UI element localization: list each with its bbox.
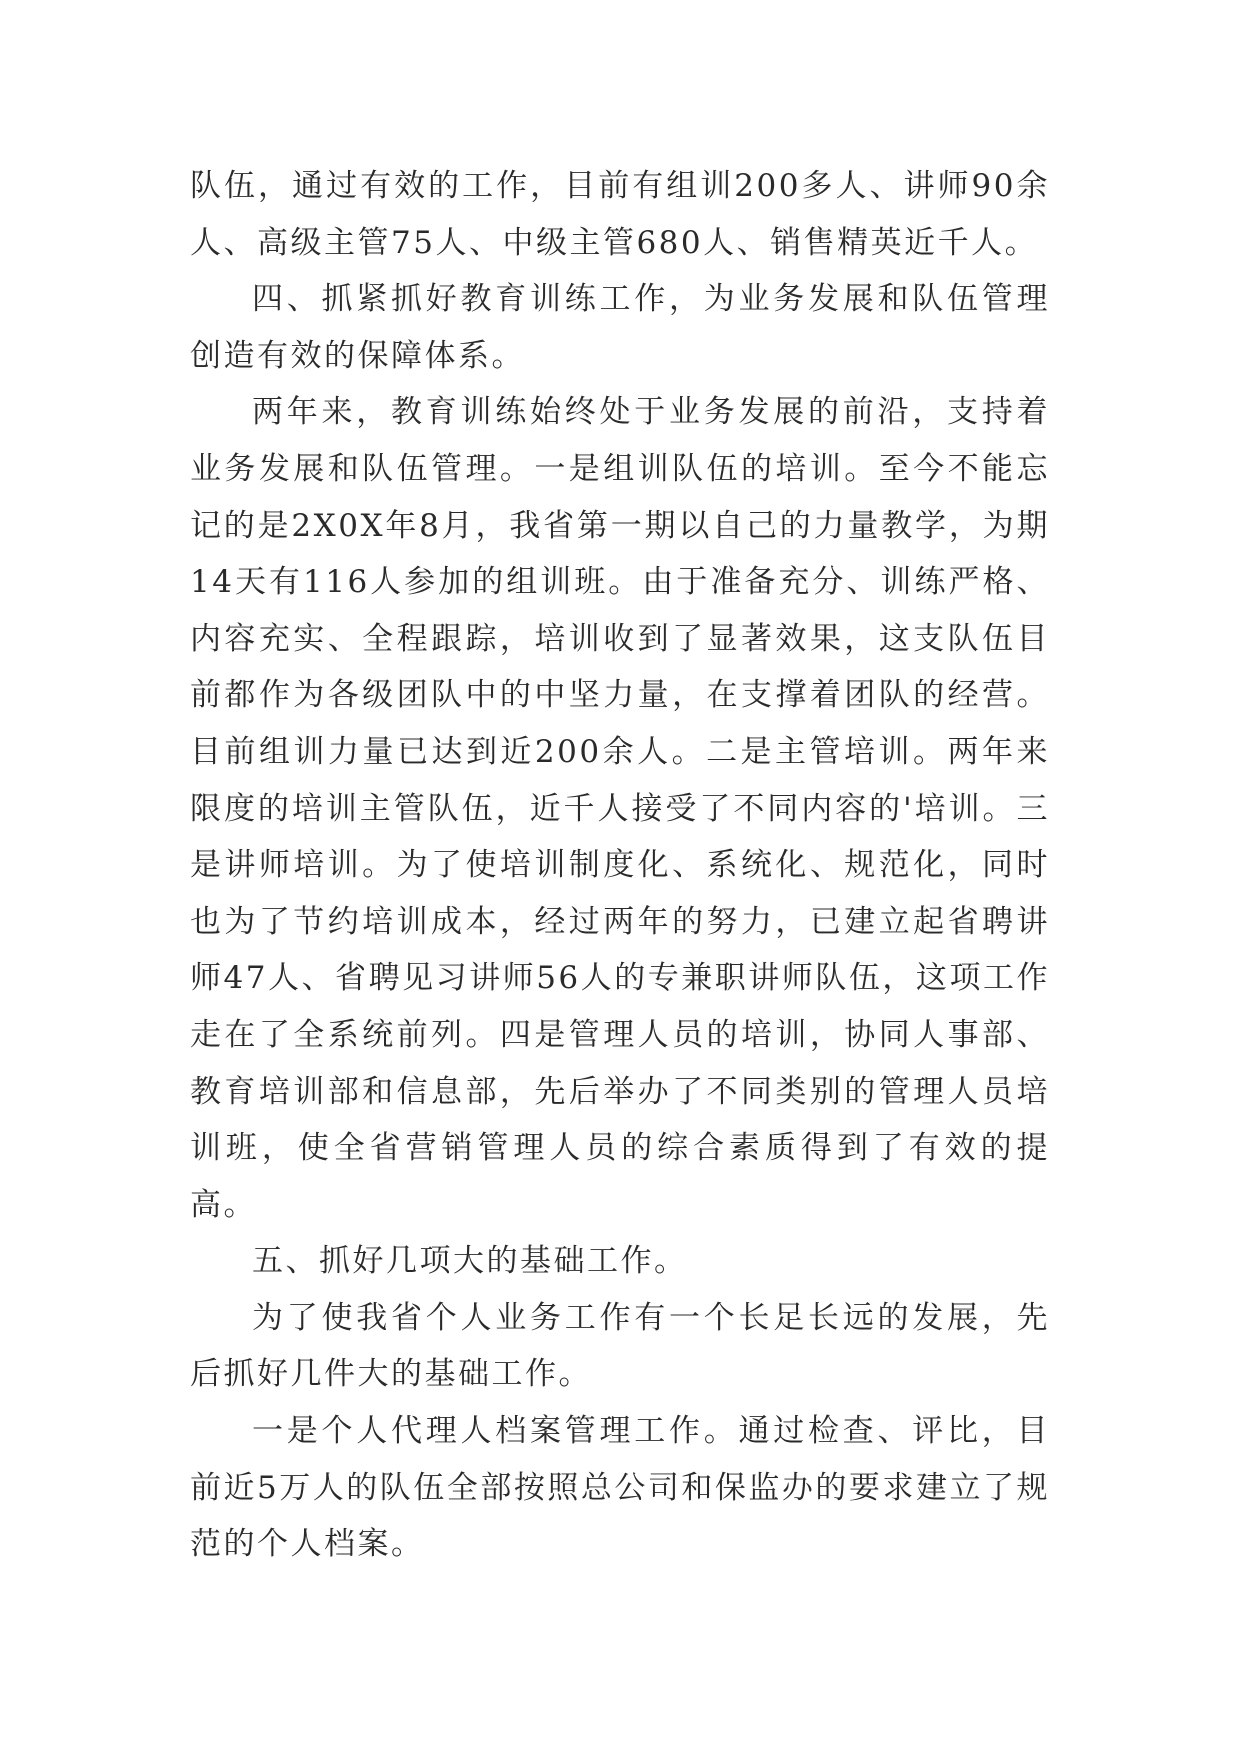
paragraph-archives: 一是个人代理人档案管理工作。通过检查、评比，目前近5万人的队伍全部按照总公司和保监办的要求建立了规范的个人档案。 <box>190 1413 1050 1563</box>
section-heading-four: 四、抓紧抓好教育训练工作，为业务发展和队伍管理创造有效的保障体系。 <box>190 281 1050 374</box>
paragraph-foundation: 为了使我省个人业务工作有一个长足长远的发展，先后抓好几件大的基础工作。 <box>190 1299 1050 1393</box>
paragraph-training: 两年来，教育训练始终处于业务发展的前沿，支持着业务发展和队伍管理。一是组训队伍的培训。至今不能忘记的是2X0X年8月，我省第一期以自己的力量教学，为期14天有116人参加的组训班。由于准备充分、训练严格、内容充实、全程跟踪，培训收到了显著效果，这支队伍目前都作为各级团队中的中坚力量，在支撑着团队的经营。目前组训力量已达到近200余人。二是主管培训。两年来限度的培训主管队伍，近千人接受了不同内容的'培训。三是讲师培训。为了使培训制度化、系统化、规范化，同时也为了节约培训成本，经过两年的努力，已建立起省聘讲师47人、省聘见习讲师56人的专兼职讲师队伍，这项工作走在了全系统前列。四是管理人员的培训，协同人事部、教育培训部和信息部，先后举办了不同类别的管理人员培训班，使全省营销管理人员的综合素质得到了有效的提高。 <box>190 394 1050 1223</box>
paragraph-continuation: 队伍，通过有效的工作，目前有组训200多人、讲师90余人、高级主管75人、中级主管680人、销售精英近千人。 <box>190 168 1050 261</box>
section-heading-five: 五、抓好几项大的基础工作。 <box>252 1243 688 1280</box>
document-body <box>190 158 1050 1573</box>
